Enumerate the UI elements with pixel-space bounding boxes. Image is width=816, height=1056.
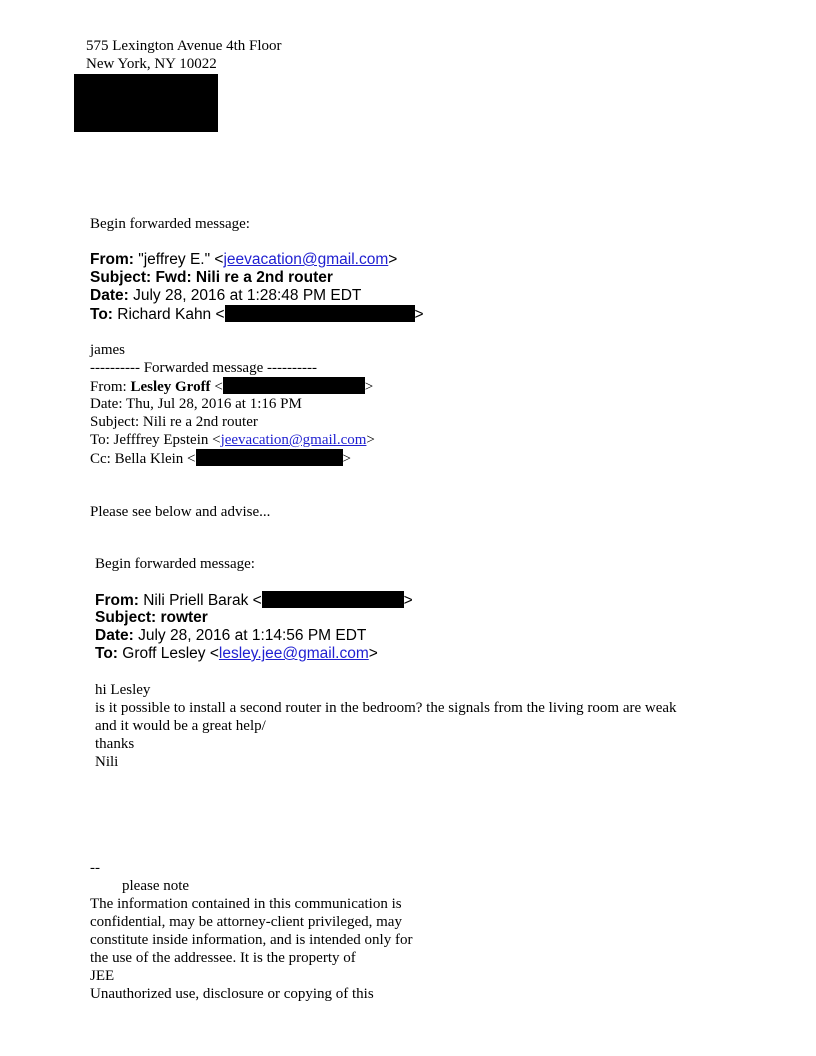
redaction-bar — [262, 591, 404, 608]
outer-to-label: To: — [90, 306, 113, 323]
fwd-to-line — [90, 431, 375, 449]
inner-subject-line — [95, 609, 208, 627]
inner-body-line: is it possible to install a second router in the bedroom? the signals from the living room are weak — [95, 700, 677, 716]
inner-from-line — [95, 591, 413, 609]
fwd-cc-close: > — [342, 451, 351, 467]
inner-body-line: hi Lesley — [95, 682, 151, 698]
inner-from-label: From: — [95, 592, 139, 609]
outer-from-line — [90, 251, 397, 269]
outer-date-label: Date: — [90, 287, 129, 304]
fwd-to-label: To: Jefffrey Epstein < — [90, 432, 221, 448]
inner-date-value: July 28, 2016 at 1:14:56 PM EDT — [138, 627, 367, 644]
fwd-from-label: From: — [90, 379, 127, 395]
outer-from-name: "jeffrey E." < — [138, 251, 224, 268]
fwd-to-close: > — [366, 432, 375, 448]
redaction-bar — [196, 449, 343, 466]
outer-to-name: Richard Kahn < — [117, 306, 225, 323]
inner-to-close: > — [368, 645, 378, 662]
inner-to-email-link[interactable]: lesley.jee@gmail.com — [218, 645, 369, 662]
inner-to-name: Groff Lesley < — [122, 645, 219, 662]
redaction-block — [74, 74, 218, 132]
signature-dash: -- — [90, 860, 100, 876]
inner-to-line — [95, 645, 378, 663]
forward-separator: ---------- Forwarded message ---------- — [90, 360, 317, 376]
outer-subject-value: Fwd: Nili re a 2nd router — [155, 269, 333, 286]
fwd-body: Please see below and advise... — [90, 504, 271, 520]
sender-note: james — [90, 342, 125, 358]
inner-body-line: and it would be a great help/ — [95, 718, 266, 734]
outer-subject-label: Subject: — [90, 269, 152, 286]
outer-date-value: July 28, 2016 at 1:28:48 PM EDT — [133, 287, 362, 304]
redaction-bar — [223, 377, 365, 394]
fwd-from-close: > — [364, 379, 374, 395]
fwd-date-line: Date: Thu, Jul 28, 2016 at 1:16 PM — [90, 396, 302, 412]
disclaimer-line: the use of the addressee. It is the property of — [90, 950, 356, 966]
fwd-from-line — [90, 377, 373, 395]
outer-subject-line — [90, 269, 333, 287]
fwd-subject-line: Subject: Nili re a 2nd router — [90, 414, 258, 430]
fwd-from-open: < — [214, 379, 223, 395]
fwd-from-name: Lesley Groff — [130, 379, 211, 395]
inner-subject-value: rowter — [160, 609, 208, 626]
inner-body-line: thanks — [95, 736, 135, 752]
outer-from-label: From: — [90, 251, 134, 268]
inner-to-label: To: — [95, 645, 118, 662]
inner-subject-label: Subject: — [95, 609, 157, 626]
outer-to-line — [90, 305, 424, 323]
inner-date-line — [95, 627, 366, 645]
inner-date-label: Date: — [95, 627, 134, 644]
inner-forward-intro: Begin forwarded message: — [95, 556, 255, 572]
disclaimer-line: JEE — [90, 968, 115, 984]
inner-body-line: Nili — [95, 754, 119, 770]
outer-to-close: > — [414, 306, 424, 323]
disclaimer-line: confidential, may be attorney-client privileged, may — [90, 914, 402, 930]
fwd-to-email-link[interactable]: jeevacation@gmail.com — [220, 432, 367, 448]
inner-from-name: Nili Priell Barak < — [143, 592, 262, 609]
outer-from-email-link[interactable]: jeevacation@gmail.com — [223, 251, 389, 268]
address-line-2: New York, NY 10022 — [86, 56, 217, 72]
note-heading: please note — [122, 878, 190, 894]
disclaimer-line: The information contained in this communication is — [90, 896, 402, 912]
fwd-cc-label: Cc: Bella Klein < — [90, 451, 196, 467]
redaction-bar — [225, 305, 415, 322]
address-line-1: 575 Lexington Avenue 4th Floor — [86, 38, 282, 54]
fwd-cc-line — [90, 449, 351, 467]
outer-from-close: > — [388, 251, 398, 268]
disclaimer-line: constitute inside information, and is intended only for — [90, 932, 413, 948]
inner-from-close: > — [403, 592, 413, 609]
outer-date-line — [90, 287, 361, 305]
disclaimer-line: Unauthorized use, disclosure or copying of this — [90, 986, 374, 1002]
outer-forward-intro: Begin forwarded message: — [90, 216, 250, 232]
